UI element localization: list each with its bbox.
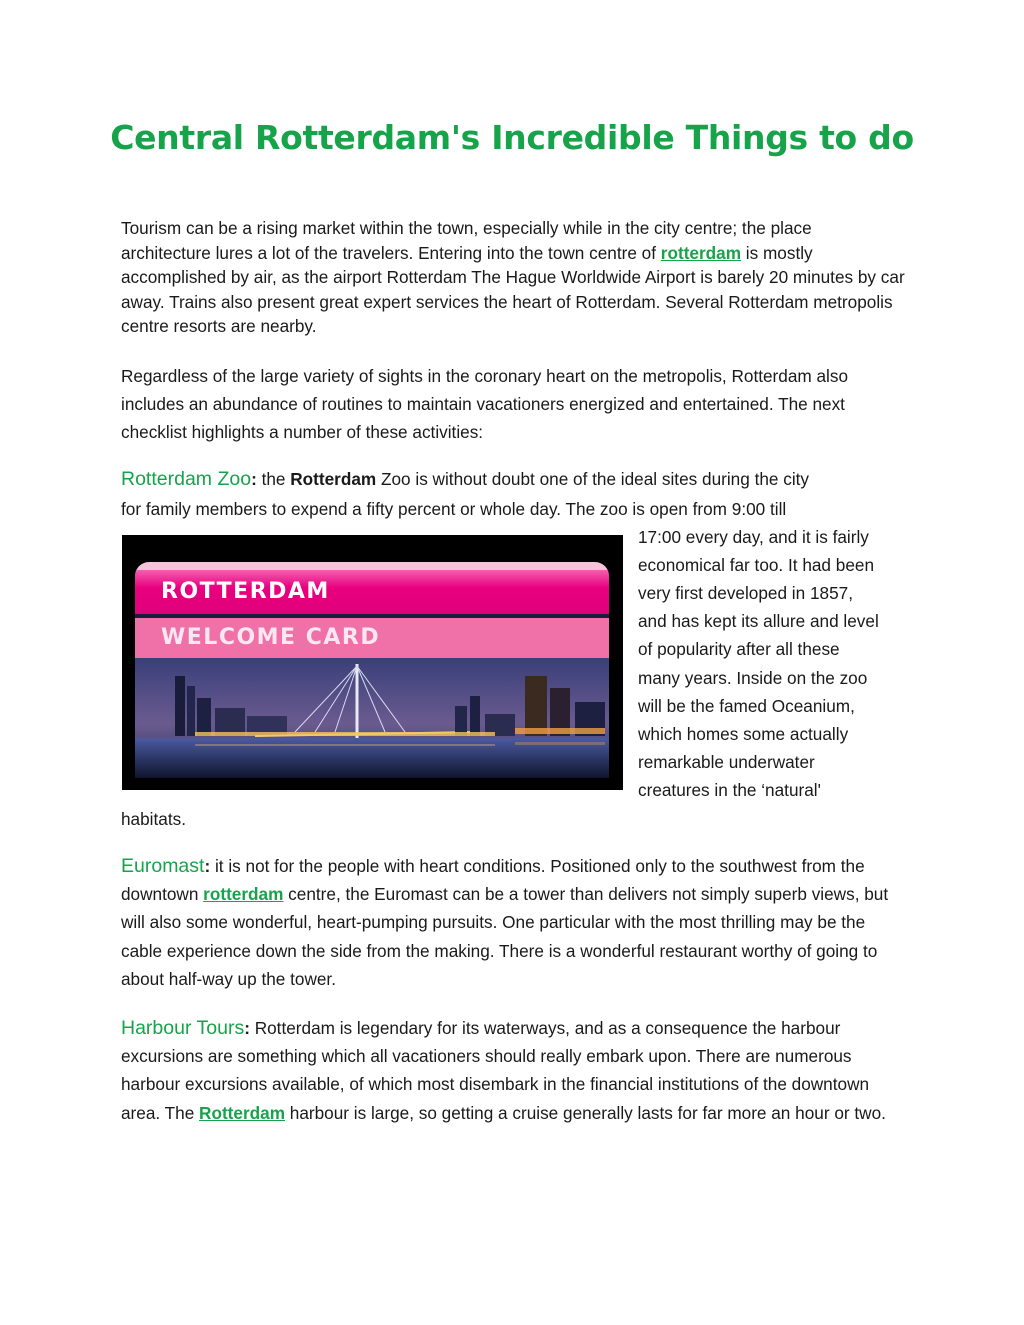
zoo-line1-bold: Rotterdam (290, 469, 377, 489)
card-subtitle-band (135, 618, 609, 658)
harbour-text-2: harbour is large, so getting a cruise generally lasts for far more an hour or two. (285, 1102, 886, 1123)
zoo-wrap-line: will be the famed Oceanium, (638, 696, 855, 716)
zoo-first-line (121, 465, 809, 493)
rotterdam-link[interactable]: Rotterdam (199, 1102, 285, 1123)
zoo-wrap-line: 17:00 every day, and it is fairly (638, 527, 869, 547)
zoo-last-line: habitats. (121, 809, 186, 829)
zoo-second-line: for family members to expend a fifty percent or whole day. The zoo is open from 9:00 till (121, 499, 787, 519)
harbour-colon: : (244, 1018, 250, 1038)
harbour-paragraph (121, 1014, 906, 1127)
euromast-text-1: it is not for the people with heart conditions. Positioned only to the southwest from the downtown (121, 856, 865, 905)
zoo-wrap-line: many years. Inside on the zoo (638, 668, 868, 688)
card-title-band (135, 570, 609, 614)
card-face (135, 562, 609, 778)
zoo-wrap-line: remarkable underwater (638, 752, 815, 772)
intro-text-2: is mostly accomplished by air, as the airport Rotterdam The Hague Worldwide Airport is barely 20 minutes by car away. Trains also present great expert services the heart of Rotterdam. Several Rotterdam metropolis centre resorts are nearby. (121, 242, 905, 336)
zoo-line1-post: Zoo is without doubt one of the ideal sites during the city (376, 469, 810, 489)
harbour-heading: Harbour Tours (121, 1017, 245, 1039)
activities-intro-paragraph: Regardless of the large variety of sights in the coronary heart on the metropolis, Rotterdam also includes an abundance of routines to maintain vacationers energized and entertained. The next checklist highlights a number of these activities: (121, 366, 849, 443)
rotterdam-welcome-card-image (122, 535, 623, 790)
zoo-colon: : (251, 469, 257, 489)
card-subtitle-text: WELCOME CARD (161, 625, 381, 650)
intro-paragraph (121, 216, 906, 339)
euromast-heading: Euromast (121, 855, 205, 877)
zoo-line1-pre: the (256, 469, 291, 489)
intro-text-1: Tourism can be a rising market within the town, especially while in the city centre; the place architecture lures a lot of the travelers. Entering into the town centre of (121, 218, 812, 263)
city-skyline-photo (135, 658, 609, 778)
page-title: Central Rotterdam's Incredible Things to do (110, 118, 914, 157)
rotterdam-link[interactable]: rotterdam (203, 884, 284, 905)
zoo-wrap-line: which homes some actually (638, 724, 849, 744)
zoo-wrap-line: very first developed in 1857, (638, 583, 853, 603)
euromast-paragraph (121, 852, 906, 993)
zoo-heading: Rotterdam Zoo (121, 468, 252, 490)
zoo-wrap-line: of popularity after all these (638, 639, 840, 659)
euromast-text-2: centre, the Euromast can be a tower than delivers not simply superb views, but will also some wonderful, heart-pumping pursuits. One particular with the most thrilling may be the cable experience down the side from the making. There is a wonderful restaurant worthy of going to about half-way up the tower. (121, 884, 889, 989)
zoo-wrap-line: economical far too. It had been (638, 555, 875, 575)
card-title-text: ROTTERDAM (161, 579, 330, 604)
zoo-wrap-line: creatures in the ‘natural' (638, 780, 821, 800)
harbour-text-1: Rotterdam is legendary for its waterways, and as a consequence the harbour excursions are something which all vacationers should really embark upon. There are numerous harbour excursions available, of which most disembark in the financial institutions of the downtown area. The (121, 1018, 870, 1123)
zoo-wrap-line: and has kept its allure and level (638, 611, 879, 631)
euromast-colon: : (204, 856, 211, 876)
rotterdam-link[interactable]: rotterdam (660, 242, 742, 263)
